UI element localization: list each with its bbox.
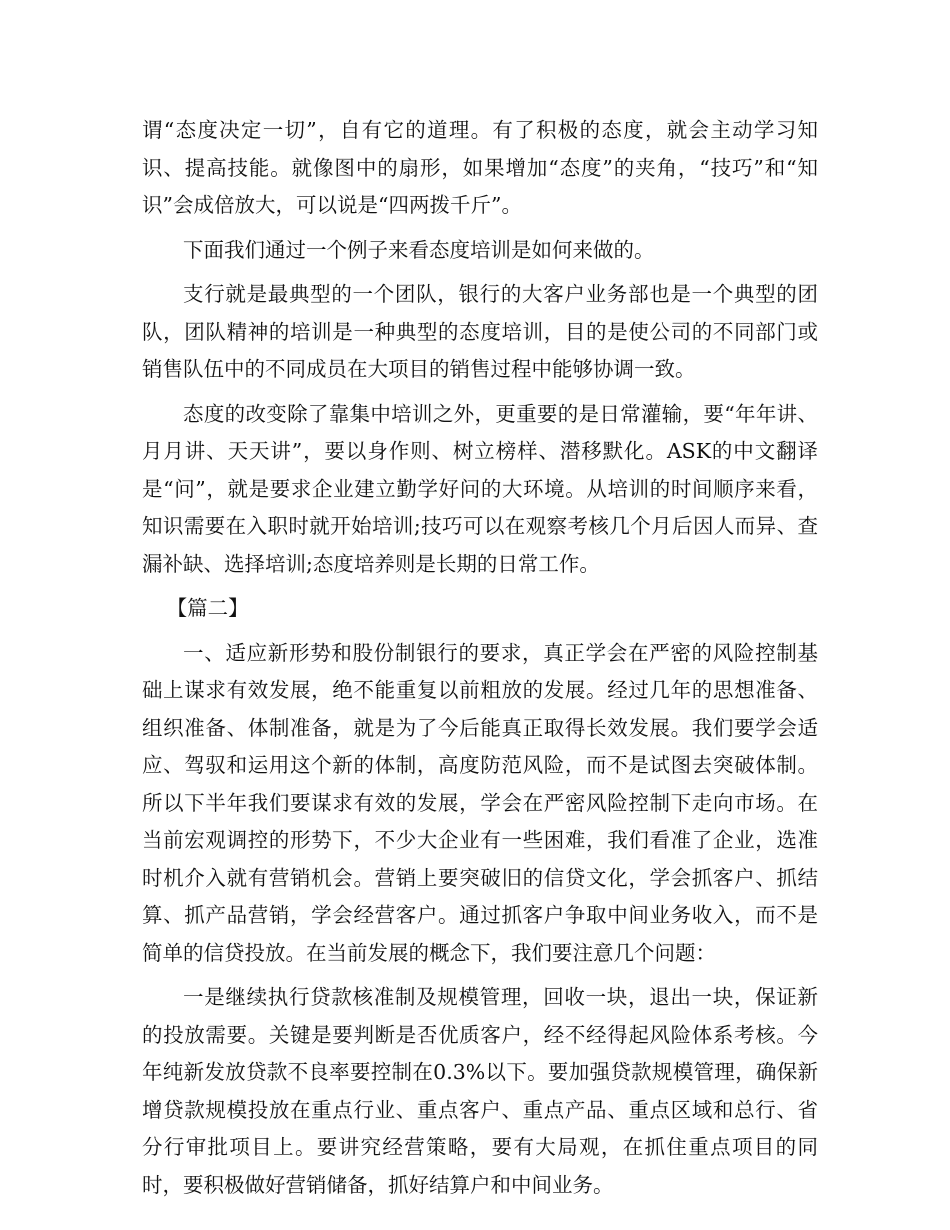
paragraph: 下面我们通过一个例子来看态度培训是如何来做的。 [183,237,655,262]
section-heading: 【篇二】 [166,596,249,620]
paragraph-continuation: 谓“态度决定一切”，自有它的道理。有了积极的态度，就会主动学习知识、提高技能。就像图中的扇形，如果增加“态度”的夹角，“技巧”和“知识”会成倍放大，可以说是“四两拨千斤”。 [142,118,818,217]
document-body [142,112,818,1211]
paragraph: 一是继续执行贷款核准制及规模管理，回收一块，退出一块，保证新的投放需要。关键是要判断是否优质客户，经不经得起风险体系考核。今年纯新发放贷款不良率要控制在0.3%以下。要加强贷款规模管理，确保新增贷款规模投放在重点行业、重点客户、重点产品、重点区域和总行、省分行审批项目上。要讲究经营策略，要有大局观，在抓住重点项目的同时，要积极做好营销储备，抓好结算户和中间业务。 [142,985,818,1197]
paragraph: 支行就是最典型的一个团队，银行的大客户业务部也是一个典型的团队，团队精神的培训是一种典型的态度培训，目的是使公司的不同部门或销售队伍中的不同成员在大项目的销售过程中能够协调一致。 [142,282,818,381]
paragraph: 一、适应新形势和股份制银行的要求，真正学会在严密的风险控制基础上谋求有效发展，绝不能重复以前粗放的发展。经过几年的思想准备、组织准备、体制准备，就是为了今后能真正取得长效发展。我们要学会适应、驾驭和运用这个新的体制，高度防范风险，而不是试图去突破体制。所以下半年我们要谋求有效的发展，学会在严密风险控制下走向市场。在当前宏观调控的形势下，不少大企业有一些困难，我们看准了企业，选准时机介入就有营销机会。营销上要突破旧的信贷文化，学会抓客户、抓结算、抓产品营销，学会经营客户。通过抓客户争取中间业务收入，而不是简单的信贷投放。在当前发展的概念下，我们要注意几个问题： [142,640,818,965]
paragraph: 态度的改变除了靠集中培训之外，更重要的是日常灌输，要“年年讲、月月讲、天天讲”，要以身作则、树立榜样、潜移默化。ASK的中文翻译是“问”，就是要求企业建立勤学好问的大环境。从培训的时间顺序来看，知识需要在入职时就开始培训;技巧可以在观察考核几个月后因人而异、查漏补缺、选择培训;态度培养则是长期的日常工作。 [142,401,818,576]
